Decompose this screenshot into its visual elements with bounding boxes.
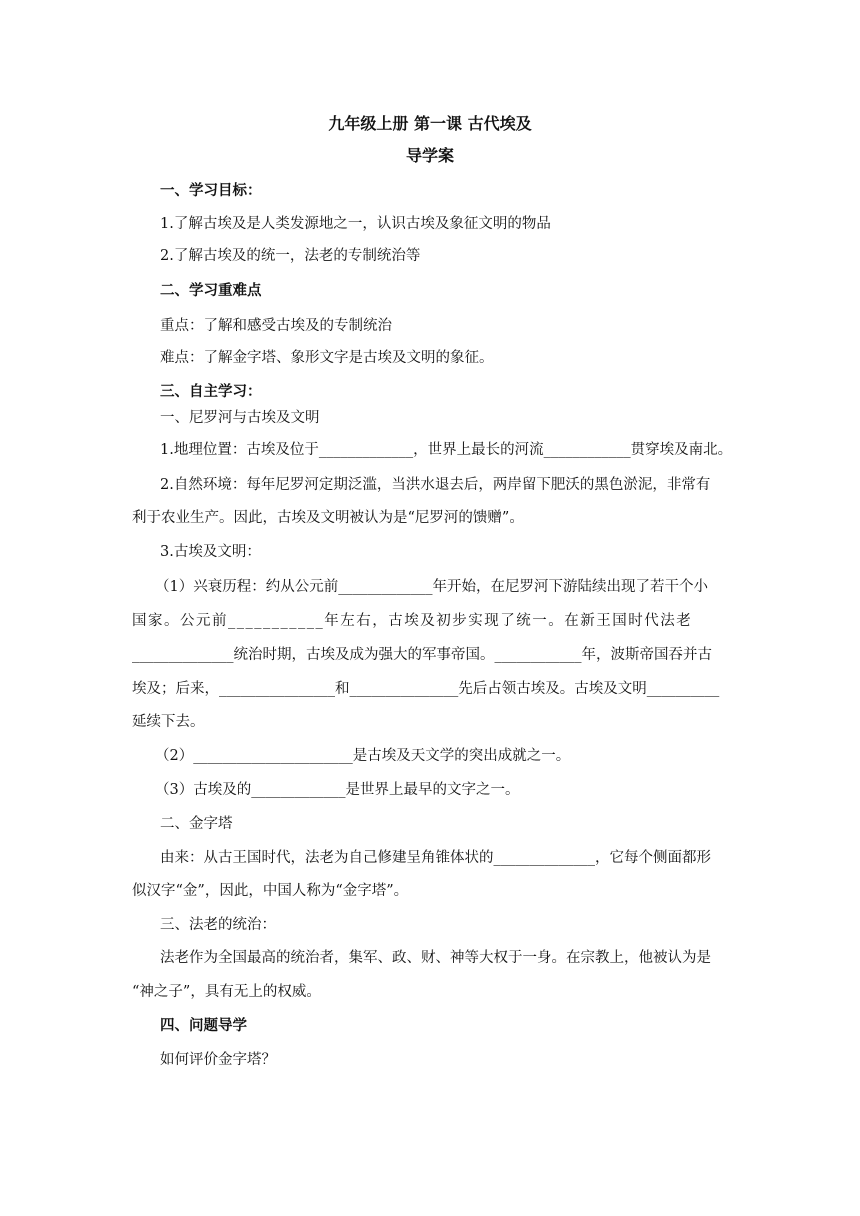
astronomy-line: （2）______________________是古埃及天文学的突出成就之一。 (155, 748, 571, 764)
subheading-nile: 一、尼罗河与古埃及文明 (160, 410, 320, 426)
civilization-heading: 3.古埃及文明： (160, 544, 261, 560)
history-line-5: 延续下去。 (132, 714, 205, 730)
objective-item-1: 1.了解古埃及是人类发源地之一，认识古埃及象征文明的物品 (160, 216, 551, 232)
document-title: 九年级上册 第一课 古代埃及 (328, 114, 532, 133)
pharaoh-line-2: “神之子”，具有无上的权威。 (132, 984, 321, 1000)
pyramid-line-1: 由来：从古王国时代，法老为自己修建呈角锥体状的______________，它每个侧面都形 (160, 850, 711, 866)
difficult-point-text: 难点：了解金字塔、象形文字是古埃及文明的象征。 (160, 350, 494, 366)
document-subtitle: 导学案 (405, 146, 454, 165)
subheading-pharaoh: 三、法老的统治： (160, 917, 276, 933)
history-line-2: 国家。公元前___________年左右，古埃及初步实现了统一。在新王国时代法老 (132, 613, 693, 629)
history-line-4: 埃及；后来，________________和_______________先后占领古埃及。古埃及文明__________ (132, 681, 720, 697)
key-point-text: 重点：了解和感受古埃及的专制统治 (160, 318, 392, 334)
pharaoh-line-1: 法老作为全国最高的统治者，集军、政、财、神等大权于一身。在宗教上，他被认为是 (160, 950, 711, 966)
writing-line: （3）古埃及的_____________是世界上最早的文字之一。 (155, 782, 520, 798)
section-heading-objectives: 一、学习目标： (160, 183, 262, 199)
section-heading-questions: 四、问题导学 (160, 1018, 247, 1034)
environment-line-1: 2.自然环境：每年尼罗河定期泛滥，当洪水退去后，两岸留下肥沃的黑色淤泥，非常有 (160, 477, 711, 493)
subheading-pyramids: 二、金字塔 (160, 816, 233, 832)
history-line-1: （1）兴衰历程：约从公元前_____________年开始，在尼罗河下游陆续出现了若干个小 (155, 579, 708, 595)
history-line-3: ______________统治时期，古埃及成为强大的军事帝国。____________年，波斯帝国吞并古 (132, 647, 712, 663)
pyramid-line-2: 似汉字“金”，因此，中国人称为“金字塔”。 (132, 883, 409, 899)
section-heading-self-study: 三、自主学习： (160, 384, 262, 400)
objective-item-2: 2.了解古埃及的统一，法老的专制统治等 (160, 248, 421, 264)
section-heading-key-points: 二、学习重难点 (160, 283, 262, 299)
question-text: 如何评价金字塔？ (160, 1052, 276, 1068)
environment-line-2: 利于农业生产。因此，古埃及文明被认为是“尼罗河的馈赠”。 (132, 510, 524, 526)
geography-line: 1.地理位置：古埃及位于_____________，世界上最长的河流____________贯穿埃及南北。 (160, 442, 733, 458)
